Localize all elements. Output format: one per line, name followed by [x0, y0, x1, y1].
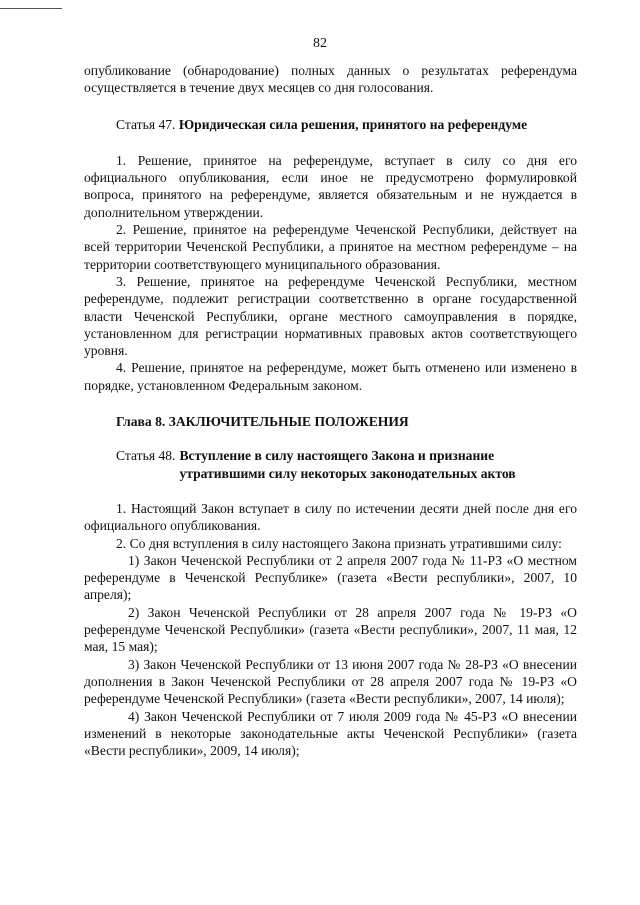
- article-47-paragraph-2: 2. Решение, принятое на референдуме Чеченской Республики, действует на всей территории Чеченской Республики, а принятое на местном референдуме – на территории соответствующего муниципального образования.: [84, 222, 577, 272]
- article-48-title: [175, 447, 577, 482]
- article-47-paragraph-3: 3. Решение, принятое на референдуме Чеченской Республики, местном референдуме, подлежит регистрации соответственно в органе государственной власти Чеченской Республики, органе местного самоуправления в порядке, установленном для регистрации нормативных правовых актов соответствующего уровня.: [84, 273, 577, 359]
- repealed-act-item-3: 3) Закон Чеченской Республики от 13 июня 2007 года № 28-РЗ «О внесении дополнения в Закон Чеченской Республики от 28 апреля 2007 года № 19-РЗ «О референдуме Чеченской Республики» (газета «Вести республики», 2007, 14 июля);: [84, 656, 577, 707]
- article-47-label: Статья 47.: [116, 116, 176, 132]
- repealed-act-item-2: 2) Закон Чеченской Республики от 28 апреля 2007 года № 19-РЗ «О референдуме Чеченской Республики» (газета «Вести республики», 2007, 11 мая, 12 мая, 15 мая);: [84, 604, 577, 655]
- article-47-heading: [84, 116, 577, 133]
- repealed-act-item-1: 1) Закон Чеченской Республики от 2 апреля 2007 года № 11-РЗ «О местном референдуме в Чеченской Республике» (газета «Вести республики», 2007, 10 апреля);: [84, 552, 577, 603]
- article-48-paragraph-2: 2. Со дня вступления в силу настоящего Закона признать утратившими силу:: [116, 535, 562, 551]
- top-rule: [0, 8, 62, 9]
- article-48-paragraph-1: 1. Настоящий Закон вступает в силу по истечении десяти дней после дня его официального опубликования.: [84, 500, 577, 534]
- intro-paragraph: опубликование (обнародование) полных данных о результатах референдума осуществляется в течение двух месяцев со дня голосования.: [84, 63, 577, 96]
- chapter-8-heading: Глава 8. ЗАКЛЮЧИТЕЛЬНЫЕ ПОЛОЖЕНИЯ: [116, 414, 409, 430]
- article-48-heading: [84, 447, 577, 482]
- article-47-title: Юридическая сила решения, принятого на референдуме: [178, 116, 528, 132]
- repealed-act-item-4: 4) Закон Чеченской Республики от 7 июля 2009 года № 45-РЗ «О внесении изменений в некоторые законодательные акты Чеченской Республики» (газета «Вести республики», 2009, 14 июля);: [84, 708, 577, 759]
- article-48-title-line-2: утратившими силу некоторых законодательных актов: [179, 465, 516, 481]
- document-body: [84, 62, 577, 759]
- page-number: 82: [313, 36, 327, 51]
- article-47-paragraph-1: 1. Решение, принятое на референдуме, вступает в силу со дня его официального опубликования, если иное не предусмотрено формулировкой вопроса, принятого на референдуме, является обязательным и не нуждается в дополнительном утверждении.: [84, 152, 577, 220]
- article-47-paragraph-4: 4. Решение, принятое на референдуме, может быть отменено или изменено в порядке, установленном Федеральным законом.: [84, 360, 577, 393]
- article-48-label: Статья 48.: [116, 448, 176, 464]
- article-48-title-line-1: Вступление в силу настоящего Закона и признание: [179, 448, 495, 464]
